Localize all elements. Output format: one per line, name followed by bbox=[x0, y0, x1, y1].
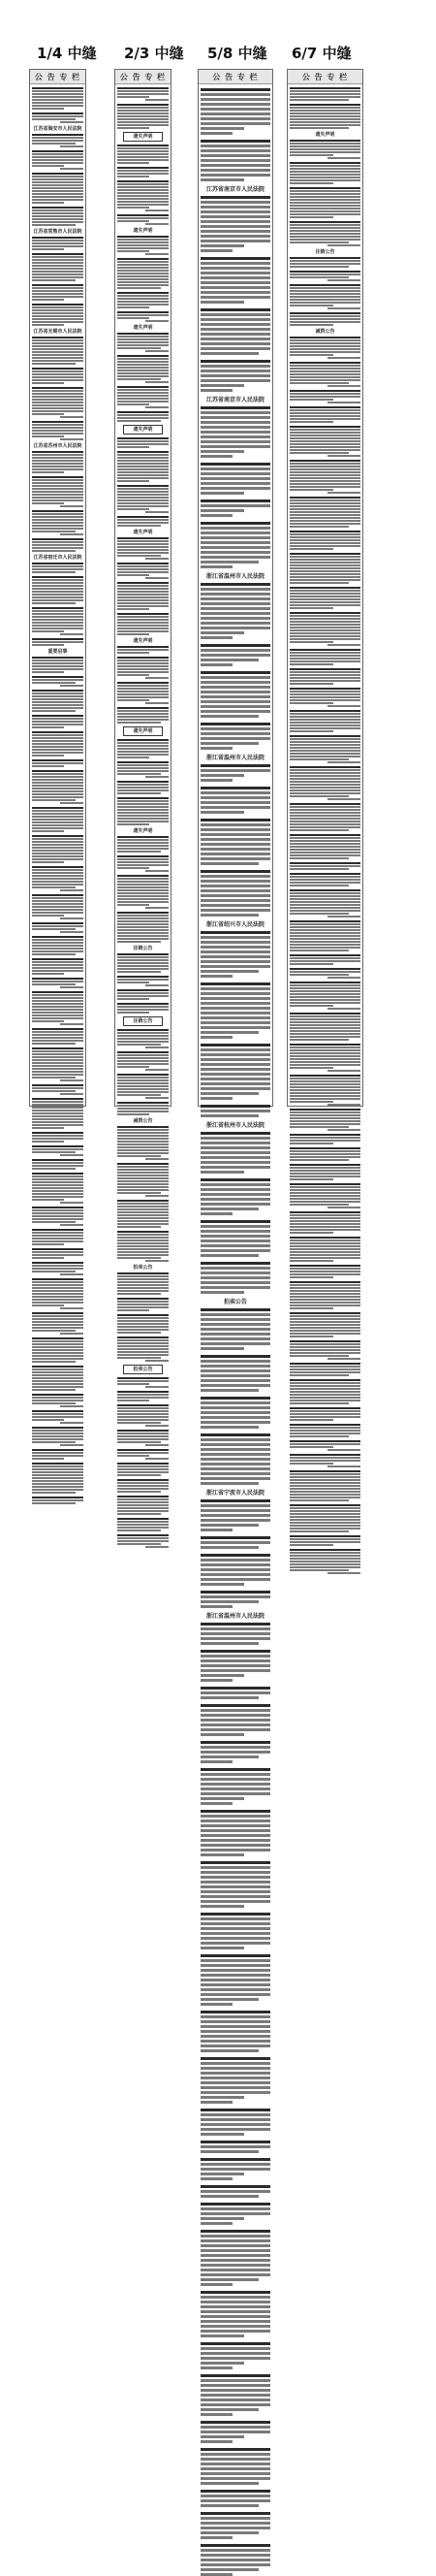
notice-paragraph bbox=[201, 2490, 270, 2507]
notice-paragraph bbox=[290, 1237, 360, 1262]
notice-paragraph bbox=[201, 522, 270, 568]
notice-paragraph bbox=[201, 140, 270, 181]
notice-paragraph bbox=[117, 1272, 169, 1295]
notice-paragraph bbox=[117, 451, 169, 482]
notice-paragraph bbox=[201, 1220, 270, 1257]
notice-paragraph bbox=[117, 180, 169, 211]
notice-paragraph bbox=[117, 1463, 169, 1476]
notice-paragraph bbox=[201, 2203, 270, 2225]
notice-paragraph bbox=[117, 707, 169, 724]
strip-header: 公 告 专 栏 bbox=[30, 70, 85, 84]
notice-paragraph bbox=[117, 1518, 169, 1531]
notice-paragraph bbox=[32, 958, 83, 975]
notice-paragraph bbox=[290, 1044, 360, 1072]
notice-paragraph bbox=[290, 1147, 360, 1161]
notice-heading: 遗失声明 bbox=[315, 132, 335, 138]
notice-paragraph bbox=[32, 807, 83, 832]
notice-paragraph bbox=[32, 1047, 83, 1081]
notice-paragraph bbox=[117, 1003, 169, 1014]
notice-heading: 遗失声明 bbox=[133, 228, 153, 234]
notice-paragraph bbox=[201, 1687, 270, 1699]
notice-paragraph bbox=[117, 1298, 169, 1311]
notice-paragraph bbox=[201, 1704, 270, 1736]
notice-paragraph bbox=[290, 862, 360, 870]
notice-paragraph bbox=[201, 2421, 270, 2443]
notice-paragraph bbox=[290, 1013, 360, 1041]
notice-paragraph bbox=[290, 284, 360, 309]
notice-paragraph bbox=[32, 337, 83, 365]
notice-heading: 拍卖公告 bbox=[123, 1365, 163, 1374]
notice-paragraph bbox=[32, 894, 83, 919]
notice-paragraph bbox=[32, 253, 83, 281]
notice-paragraph bbox=[201, 88, 270, 135]
notice-paragraph bbox=[201, 2109, 270, 2136]
notice-paragraph bbox=[32, 936, 83, 955]
notice-paragraph bbox=[290, 553, 360, 584]
notice-paragraph bbox=[32, 731, 83, 757]
notice-paragraph bbox=[201, 1044, 270, 1100]
notice-heading: 江苏省常熟市人民法院 bbox=[33, 229, 82, 235]
notice-paragraph bbox=[117, 1336, 169, 1362]
notice-paragraph bbox=[201, 1433, 270, 1485]
notice-paragraph bbox=[201, 1397, 270, 1429]
notice-paragraph bbox=[290, 1340, 360, 1360]
strip-header: 公 告 专 栏 bbox=[199, 70, 272, 84]
notice-paragraph bbox=[32, 759, 83, 767]
notice-paragraph bbox=[117, 104, 169, 129]
notice-paragraph bbox=[32, 1132, 83, 1143]
notice-paragraph bbox=[32, 284, 83, 301]
notice-paragraph bbox=[117, 333, 169, 352]
notice-paragraph bbox=[201, 583, 270, 639]
strip-header: 公 告 专 栏 bbox=[288, 70, 362, 84]
notice-heading: 浙江省温州市人民法院 bbox=[205, 1613, 265, 1620]
notice-paragraph bbox=[290, 889, 360, 918]
notice-paragraph bbox=[117, 875, 169, 909]
notice-heading: 江苏省南京市人民法院 bbox=[205, 186, 265, 193]
notice-paragraph bbox=[201, 2448, 270, 2485]
notice-paragraph bbox=[117, 797, 169, 825]
notice-paragraph bbox=[32, 715, 83, 728]
notice-paragraph bbox=[32, 1159, 83, 1170]
notice-paragraph bbox=[201, 2291, 270, 2337]
notice-paragraph bbox=[117, 989, 169, 1000]
notice-paragraph bbox=[290, 87, 360, 101]
column-title-1: 1/4 中缝 bbox=[37, 45, 97, 62]
notice-heading: 拍卖公告 bbox=[223, 1299, 247, 1305]
notice-paragraph bbox=[117, 1449, 169, 1460]
notice-paragraph bbox=[290, 1312, 360, 1337]
notice-paragraph bbox=[290, 1134, 360, 1144]
notice-paragraph bbox=[290, 1504, 360, 1532]
notice-paragraph bbox=[117, 437, 169, 448]
notice-paragraph bbox=[32, 607, 83, 635]
notice-paragraph bbox=[117, 1377, 169, 1388]
notice-paragraph bbox=[117, 1430, 169, 1446]
notice-strip-2 bbox=[114, 69, 171, 1372]
notice-paragraph bbox=[117, 1163, 169, 1197]
notice-paragraph bbox=[117, 739, 169, 758]
notice-paragraph bbox=[290, 426, 360, 457]
notice-heading: 遗失声明 bbox=[123, 726, 163, 736]
notice-paragraph bbox=[201, 1954, 270, 2006]
notice-paragraph bbox=[290, 587, 360, 609]
notice-heading: 浙江省宁波市人民法院 bbox=[205, 1490, 265, 1497]
notice-paragraph bbox=[32, 134, 83, 147]
notice-heading: 遗失声明 bbox=[123, 132, 163, 142]
notice-paragraph bbox=[117, 516, 169, 527]
notice-paragraph bbox=[32, 304, 83, 326]
notice-paragraph bbox=[201, 1308, 270, 1350]
notice-paragraph bbox=[201, 2544, 270, 2576]
notice-heading: 注销公告 bbox=[315, 249, 335, 255]
notice-paragraph bbox=[32, 113, 83, 123]
notice-paragraph bbox=[32, 1278, 83, 1309]
notice-paragraph bbox=[117, 1534, 169, 1548]
notice-paragraph bbox=[290, 1281, 360, 1309]
column-title-4: 6/7 中缝 bbox=[292, 45, 352, 62]
notice-paragraph bbox=[32, 563, 83, 573]
notice-paragraph bbox=[290, 710, 360, 732]
notice-paragraph bbox=[201, 1591, 270, 1608]
notice-paragraph bbox=[117, 145, 169, 164]
notice-paragraph bbox=[290, 271, 360, 281]
notice-paragraph bbox=[201, 1105, 270, 1117]
notice-paragraph bbox=[290, 531, 360, 550]
notice-paragraph bbox=[290, 954, 360, 965]
notice-paragraph bbox=[201, 2141, 270, 2153]
notice-paragraph bbox=[32, 576, 83, 604]
notice-paragraph bbox=[201, 870, 270, 917]
notice-paragraph bbox=[290, 735, 360, 763]
notice-paragraph bbox=[117, 292, 169, 308]
notice-paragraph bbox=[201, 308, 270, 355]
notice-paragraph bbox=[32, 1084, 83, 1095]
notice-paragraph bbox=[32, 1366, 83, 1391]
notice-heading: 浙江省温州市人民法院 bbox=[205, 573, 265, 580]
notice-heading: 注销公告 bbox=[133, 946, 153, 951]
notice-paragraph bbox=[117, 781, 169, 794]
notice-paragraph bbox=[117, 236, 169, 255]
notice-paragraph bbox=[32, 770, 83, 804]
notice-paragraph bbox=[201, 723, 270, 750]
notice-paragraph bbox=[117, 646, 169, 654]
notice-paragraph bbox=[117, 1102, 169, 1115]
notice-paragraph bbox=[290, 362, 360, 387]
notice-paragraph bbox=[201, 931, 270, 978]
notice-strip-1 bbox=[29, 69, 86, 1107]
notice-paragraph bbox=[32, 1394, 83, 1407]
notice-paragraph bbox=[290, 688, 360, 707]
notice-paragraph bbox=[201, 1554, 270, 1586]
notice-paragraph bbox=[117, 657, 169, 679]
notice-paragraph bbox=[201, 1536, 270, 1549]
notice-heading: 遗失声明 bbox=[133, 828, 153, 834]
notice-paragraph bbox=[117, 1404, 169, 1427]
notice-heading: 遗失声明 bbox=[133, 638, 153, 644]
notice-paragraph bbox=[290, 1211, 360, 1234]
notice-paragraph bbox=[32, 207, 83, 226]
notice-paragraph bbox=[290, 406, 360, 423]
notice-paragraph bbox=[201, 1355, 270, 1392]
notice-paragraph bbox=[117, 411, 169, 422]
notice-paragraph bbox=[290, 390, 360, 403]
notice-paragraph bbox=[32, 638, 83, 646]
notice-paragraph bbox=[117, 1496, 169, 1515]
notice-paragraph bbox=[117, 976, 169, 986]
notice-paragraph bbox=[32, 237, 83, 250]
notice-paragraph bbox=[201, 360, 270, 392]
notice-paragraph bbox=[32, 1248, 83, 1259]
notice-paragraph bbox=[117, 1074, 169, 1099]
notice-paragraph bbox=[290, 1454, 360, 1467]
notice-paragraph bbox=[32, 87, 83, 110]
notice-paragraph bbox=[290, 1164, 360, 1180]
strip-body bbox=[115, 85, 171, 1372]
notice-paragraph bbox=[290, 460, 360, 494]
notice-paragraph bbox=[201, 2230, 270, 2286]
notice-heading: 注销公告 bbox=[123, 1016, 163, 1026]
notice-paragraph bbox=[201, 982, 270, 1039]
notice-paragraph bbox=[32, 510, 83, 535]
notice-paragraph bbox=[32, 835, 83, 863]
notice-paragraph bbox=[290, 1424, 360, 1437]
notice-heading: 浙江省温州市人民法院 bbox=[205, 755, 265, 761]
notice-paragraph bbox=[290, 1440, 360, 1451]
notice-paragraph bbox=[117, 311, 169, 322]
notice-paragraph bbox=[32, 368, 83, 384]
notice-paragraph bbox=[201, 2185, 270, 2198]
notice-paragraph bbox=[290, 612, 360, 646]
notice-heading: 遗失声明 bbox=[133, 325, 153, 331]
notice-paragraph bbox=[32, 866, 83, 891]
notice-paragraph bbox=[290, 1549, 360, 1574]
notice-paragraph bbox=[117, 1126, 169, 1160]
notice-paragraph bbox=[290, 140, 360, 159]
notice-paragraph bbox=[290, 982, 360, 1010]
notice-paragraph bbox=[32, 476, 83, 507]
notice-heading: 江苏省海安市人民法院 bbox=[33, 126, 82, 132]
notice-paragraph bbox=[201, 1768, 270, 1805]
notice-paragraph bbox=[117, 537, 169, 560]
notice-paragraph bbox=[290, 1470, 360, 1501]
notice-paragraph bbox=[201, 2342, 270, 2369]
notice-heading: 遗失声明 bbox=[133, 530, 153, 535]
notice-paragraph bbox=[32, 1463, 83, 1494]
notice-paragraph bbox=[117, 87, 169, 101]
notice-paragraph bbox=[290, 162, 360, 184]
notice-paragraph bbox=[290, 104, 360, 129]
strip-header: 公 告 专 栏 bbox=[115, 70, 171, 84]
notice-paragraph bbox=[32, 690, 83, 712]
notice-paragraph bbox=[32, 922, 83, 933]
notice-paragraph bbox=[290, 766, 360, 800]
notice-paragraph bbox=[117, 214, 169, 225]
notice-paragraph bbox=[32, 451, 83, 473]
notice-paragraph bbox=[201, 196, 270, 252]
notice-paragraph bbox=[201, 1178, 270, 1215]
notice-heading: 江苏省南京市人民法院 bbox=[205, 397, 265, 403]
notice-paragraph bbox=[201, 1810, 270, 1856]
notice-paragraph bbox=[32, 1145, 83, 1156]
notice-paragraph bbox=[290, 920, 360, 951]
notice-heading: 重要启事 bbox=[47, 649, 68, 655]
notice-paragraph bbox=[32, 150, 83, 170]
notice-paragraph bbox=[290, 312, 360, 326]
notice-heading: 江苏省苏州市人民法院 bbox=[33, 443, 82, 449]
notice-paragraph bbox=[117, 1231, 169, 1262]
notice-paragraph bbox=[117, 485, 169, 513]
notice-paragraph bbox=[290, 497, 360, 528]
notice-paragraph bbox=[32, 978, 83, 988]
notice-paragraph bbox=[117, 855, 169, 872]
strip-body bbox=[199, 85, 272, 1620]
strip-body bbox=[288, 85, 362, 1106]
notice-heading: 减资公告 bbox=[315, 329, 335, 335]
notice-paragraph bbox=[290, 1535, 360, 1546]
notice-paragraph bbox=[117, 1200, 169, 1228]
notice-heading: 减资公告 bbox=[133, 1118, 153, 1124]
notice-paragraph bbox=[32, 387, 83, 418]
notice-paragraph bbox=[201, 2512, 270, 2539]
notice-paragraph bbox=[117, 258, 169, 289]
notice-paragraph bbox=[32, 1410, 83, 1424]
notice-paragraph bbox=[201, 671, 270, 718]
notice-paragraph bbox=[290, 649, 360, 665]
notice-paragraph bbox=[117, 1314, 169, 1334]
notice-paragraph bbox=[32, 1173, 83, 1204]
notice-paragraph bbox=[32, 1449, 83, 1460]
notice-paragraph bbox=[117, 912, 169, 943]
strip-body bbox=[30, 85, 85, 1106]
notice-paragraph bbox=[201, 1499, 270, 1531]
notice-paragraph bbox=[290, 337, 360, 359]
notice-paragraph bbox=[290, 668, 360, 685]
notice-paragraph bbox=[117, 1391, 169, 1401]
notice-paragraph bbox=[201, 499, 270, 517]
notice-paragraph bbox=[32, 1497, 83, 1504]
notice-paragraph bbox=[290, 968, 360, 979]
notice-paragraph bbox=[201, 764, 270, 782]
notice-paragraph bbox=[290, 803, 360, 831]
column-title-2: 2/3 中缝 bbox=[124, 45, 184, 62]
notice-paragraph bbox=[201, 2158, 270, 2180]
notice-paragraph bbox=[117, 613, 169, 635]
notice-paragraph bbox=[290, 873, 360, 886]
notice-paragraph bbox=[32, 421, 83, 440]
notice-heading: 遗失声明 bbox=[123, 425, 163, 435]
notice-paragraph bbox=[117, 1479, 169, 1493]
notice-paragraph bbox=[117, 355, 169, 383]
notice-paragraph bbox=[117, 682, 169, 704]
notice-paragraph bbox=[290, 1379, 360, 1404]
notice-paragraph bbox=[117, 761, 169, 778]
notice-paragraph bbox=[201, 406, 270, 458]
notice-paragraph bbox=[201, 1623, 270, 1645]
notice-paragraph bbox=[201, 257, 270, 304]
notice-paragraph bbox=[117, 1051, 169, 1071]
notice-strip-3 bbox=[198, 69, 273, 1620]
notice-heading: 浙江省绍兴市人民法院 bbox=[205, 921, 265, 928]
notice-paragraph bbox=[290, 257, 360, 268]
notice-paragraph bbox=[117, 582, 169, 610]
notice-paragraph bbox=[201, 2374, 270, 2416]
notice-paragraph bbox=[290, 1183, 360, 1208]
notice-paragraph bbox=[32, 1207, 83, 1226]
notice-strip-4 bbox=[287, 69, 363, 1107]
notice-paragraph bbox=[201, 463, 270, 495]
notice-paragraph bbox=[290, 1407, 360, 1421]
notice-heading: 江苏省无锡市人民法院 bbox=[33, 329, 82, 335]
notice-paragraph bbox=[32, 1427, 83, 1446]
notice-paragraph bbox=[201, 1650, 270, 1682]
notice-paragraph bbox=[32, 1098, 83, 1129]
notice-paragraph bbox=[290, 221, 360, 246]
notice-paragraph bbox=[32, 173, 83, 204]
notice-paragraph bbox=[117, 563, 169, 579]
notice-heading: 浙江省杭州市人民法院 bbox=[205, 1122, 265, 1129]
notice-paragraph bbox=[117, 836, 169, 853]
notice-paragraph bbox=[290, 1363, 360, 1376]
notice-paragraph bbox=[290, 834, 360, 859]
notice-paragraph bbox=[117, 386, 169, 408]
notice-paragraph bbox=[117, 167, 169, 177]
notice-paragraph bbox=[32, 1028, 83, 1045]
notice-paragraph bbox=[290, 1109, 360, 1131]
notice-paragraph bbox=[290, 187, 360, 218]
notice-paragraph bbox=[201, 1861, 270, 1908]
notice-paragraph bbox=[32, 1312, 83, 1335]
notice-paragraph bbox=[32, 1337, 83, 1363]
notice-paragraph bbox=[32, 991, 83, 1025]
notice-paragraph bbox=[290, 1075, 360, 1106]
column-title-3: 5/8 中缝 bbox=[207, 45, 267, 62]
notice-paragraph bbox=[201, 1262, 270, 1294]
notice-paragraph bbox=[32, 1262, 83, 1275]
notice-paragraph bbox=[201, 819, 270, 865]
notice-paragraph bbox=[201, 1132, 270, 1174]
notice-paragraph bbox=[32, 1229, 83, 1245]
notice-paragraph bbox=[201, 2057, 270, 2104]
notice-paragraph bbox=[32, 657, 83, 673]
notice-heading: 江苏省宿迁市人民法院 bbox=[33, 555, 82, 561]
notice-paragraph bbox=[201, 644, 270, 666]
notice-paragraph bbox=[201, 2011, 270, 2052]
notice-paragraph bbox=[32, 538, 83, 552]
notice-paragraph bbox=[290, 1265, 360, 1278]
notice-paragraph bbox=[117, 953, 169, 973]
notice-paragraph bbox=[201, 1913, 270, 1949]
notice-paragraph bbox=[201, 1741, 270, 1763]
notice-paragraph bbox=[201, 787, 270, 814]
notice-paragraph bbox=[117, 1029, 169, 1048]
notice-heading: 拍卖公告 bbox=[133, 1265, 153, 1271]
notice-paragraph bbox=[32, 676, 83, 687]
